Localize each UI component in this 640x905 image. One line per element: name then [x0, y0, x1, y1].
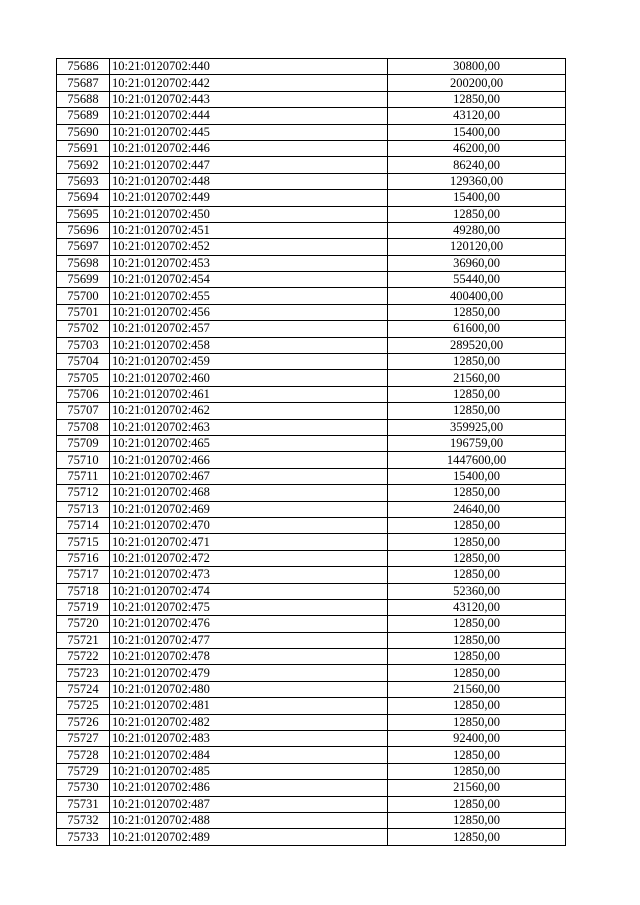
row-number-cell: 75708 [57, 419, 110, 435]
row-number-cell: 75723 [57, 665, 110, 681]
row-number-cell: 75704 [57, 354, 110, 370]
row-number-cell: 75696 [57, 222, 110, 238]
amount-cell: 200200,00 [388, 75, 566, 91]
table-row [57, 173, 566, 189]
amount-cell: 12850,00 [388, 534, 566, 550]
table-row [57, 698, 566, 714]
amount-cell: 12850,00 [388, 763, 566, 779]
row-number-cell: 75717 [57, 567, 110, 583]
row-number-cell: 75719 [57, 599, 110, 615]
cadastral-number-cell: 10:21:0120702:445 [110, 124, 388, 140]
row-number-cell: 75705 [57, 370, 110, 386]
cadastral-number-cell: 10:21:0120702:451 [110, 222, 388, 238]
amount-cell: 55440,00 [388, 272, 566, 288]
row-number-cell: 75700 [57, 288, 110, 304]
row-number-cell: 75729 [57, 763, 110, 779]
cadastral-number-cell: 10:21:0120702:456 [110, 304, 388, 320]
table-row [57, 501, 566, 517]
table-row [57, 75, 566, 91]
cadastral-number-cell: 10:21:0120702:455 [110, 288, 388, 304]
cadastral-number-cell: 10:21:0120702:474 [110, 583, 388, 599]
row-number-cell: 75706 [57, 386, 110, 402]
amount-cell: 36960,00 [388, 255, 566, 271]
cadastral-number-cell: 10:21:0120702:466 [110, 452, 388, 468]
row-number-cell: 75701 [57, 304, 110, 320]
table-row [57, 304, 566, 320]
row-number-cell: 75710 [57, 452, 110, 468]
amount-cell: 120120,00 [388, 239, 566, 255]
row-number-cell: 75695 [57, 206, 110, 222]
amount-cell: 12850,00 [388, 403, 566, 419]
table-row [57, 435, 566, 451]
cadastral-number-cell: 10:21:0120702:454 [110, 272, 388, 288]
cadastral-number-cell: 10:21:0120702:486 [110, 780, 388, 796]
cadastral-number-cell: 10:21:0120702:479 [110, 665, 388, 681]
row-number-cell: 75713 [57, 501, 110, 517]
row-number-cell: 75709 [57, 435, 110, 451]
row-number-cell: 75712 [57, 485, 110, 501]
row-number-cell: 75718 [57, 583, 110, 599]
table-row [57, 386, 566, 402]
table-row [57, 681, 566, 697]
amount-cell: 12850,00 [388, 386, 566, 402]
cadastral-number-cell: 10:21:0120702:471 [110, 534, 388, 550]
row-number-cell: 75698 [57, 255, 110, 271]
cadastral-number-cell: 10:21:0120702:469 [110, 501, 388, 517]
amount-cell: 12850,00 [388, 829, 566, 845]
row-number-cell: 75730 [57, 780, 110, 796]
amount-cell: 30800,00 [388, 59, 566, 75]
table-row [57, 517, 566, 533]
amount-cell: 43120,00 [388, 599, 566, 615]
cadastral-number-cell: 10:21:0120702:462 [110, 403, 388, 419]
cadastral-number-cell: 10:21:0120702:487 [110, 796, 388, 812]
amount-cell: 43120,00 [388, 108, 566, 124]
amount-cell: 12850,00 [388, 567, 566, 583]
cadastral-number-cell: 10:21:0120702:489 [110, 829, 388, 845]
table-row [57, 468, 566, 484]
row-number-cell: 75728 [57, 747, 110, 763]
row-number-cell: 75727 [57, 731, 110, 747]
row-number-cell: 75726 [57, 714, 110, 730]
amount-cell: 12850,00 [388, 485, 566, 501]
table-row [57, 272, 566, 288]
table-row [57, 812, 566, 828]
row-number-cell: 75724 [57, 681, 110, 697]
table-row [57, 321, 566, 337]
table-row [57, 419, 566, 435]
row-number-cell: 75731 [57, 796, 110, 812]
amount-cell: 15400,00 [388, 468, 566, 484]
amount-cell: 400400,00 [388, 288, 566, 304]
cadastral-number-cell: 10:21:0120702:440 [110, 59, 388, 75]
row-number-cell: 75687 [57, 75, 110, 91]
cadastral-number-cell: 10:21:0120702:478 [110, 649, 388, 665]
amount-cell: 49280,00 [388, 222, 566, 238]
table-row [57, 649, 566, 665]
amount-cell: 21560,00 [388, 780, 566, 796]
row-number-cell: 75721 [57, 632, 110, 648]
row-number-cell: 75699 [57, 272, 110, 288]
table-row [57, 485, 566, 501]
amount-cell: 289520,00 [388, 337, 566, 353]
table-row [57, 665, 566, 681]
cadastral-number-cell: 10:21:0120702:449 [110, 190, 388, 206]
cadastral-number-cell: 10:21:0120702:473 [110, 567, 388, 583]
cadastral-number-cell: 10:21:0120702:463 [110, 419, 388, 435]
amount-cell: 196759,00 [388, 435, 566, 451]
cadastral-number-cell: 10:21:0120702:468 [110, 485, 388, 501]
cadastral-number-cell: 10:21:0120702:444 [110, 108, 388, 124]
amount-cell: 86240,00 [388, 157, 566, 173]
row-number-cell: 75689 [57, 108, 110, 124]
cadastral-number-cell: 10:21:0120702:448 [110, 173, 388, 189]
table-row [57, 91, 566, 107]
cadastral-number-cell: 10:21:0120702:467 [110, 468, 388, 484]
row-number-cell: 75711 [57, 468, 110, 484]
amount-cell: 12850,00 [388, 354, 566, 370]
amount-cell: 12850,00 [388, 616, 566, 632]
table-row [57, 763, 566, 779]
cadastral-number-cell: 10:21:0120702:458 [110, 337, 388, 353]
table-row [57, 59, 566, 75]
table-row [57, 550, 566, 566]
table-row [57, 337, 566, 353]
row-number-cell: 75686 [57, 59, 110, 75]
amount-cell: 12850,00 [388, 91, 566, 107]
table-row [57, 239, 566, 255]
cadastral-number-cell: 10:21:0120702:476 [110, 616, 388, 632]
amount-cell: 21560,00 [388, 370, 566, 386]
cadastral-number-cell: 10:21:0120702:481 [110, 698, 388, 714]
amount-cell: 61600,00 [388, 321, 566, 337]
cadastral-number-cell: 10:21:0120702:457 [110, 321, 388, 337]
table-row [57, 616, 566, 632]
table-row [57, 452, 566, 468]
cadastral-number-cell: 10:21:0120702:475 [110, 599, 388, 615]
table-row [57, 796, 566, 812]
table-row [57, 403, 566, 419]
row-number-cell: 75697 [57, 239, 110, 255]
table-row [57, 255, 566, 271]
cadastral-number-cell: 10:21:0120702:452 [110, 239, 388, 255]
cadastral-number-cell: 10:21:0120702:460 [110, 370, 388, 386]
table-row [57, 206, 566, 222]
row-number-cell: 75707 [57, 403, 110, 419]
table-row [57, 829, 566, 845]
table-row [57, 747, 566, 763]
amount-cell: 52360,00 [388, 583, 566, 599]
amount-cell: 12850,00 [388, 517, 566, 533]
cadastral-number-cell: 10:21:0120702:450 [110, 206, 388, 222]
amount-cell: 12850,00 [388, 665, 566, 681]
amount-cell: 12850,00 [388, 304, 566, 320]
cadastral-number-cell: 10:21:0120702:470 [110, 517, 388, 533]
table-row [57, 140, 566, 156]
table-row [57, 534, 566, 550]
row-number-cell: 75720 [57, 616, 110, 632]
table-row [57, 583, 566, 599]
cadastral-number-cell: 10:21:0120702:461 [110, 386, 388, 402]
table-body [57, 59, 566, 846]
row-number-cell: 75692 [57, 157, 110, 173]
amount-cell: 12850,00 [388, 550, 566, 566]
row-number-cell: 75732 [57, 812, 110, 828]
table-row [57, 780, 566, 796]
row-number-cell: 75715 [57, 534, 110, 550]
row-number-cell: 75702 [57, 321, 110, 337]
amount-cell: 21560,00 [388, 681, 566, 697]
cadastral-number-cell: 10:21:0120702:447 [110, 157, 388, 173]
row-number-cell: 75690 [57, 124, 110, 140]
cadastral-number-cell: 10:21:0120702:482 [110, 714, 388, 730]
row-number-cell: 75716 [57, 550, 110, 566]
cadastral-number-cell: 10:21:0120702:442 [110, 75, 388, 91]
table-row [57, 124, 566, 140]
amount-cell: 15400,00 [388, 190, 566, 206]
amount-cell: 12850,00 [388, 206, 566, 222]
cadastral-number-cell: 10:21:0120702:465 [110, 435, 388, 451]
cadastral-number-cell: 10:21:0120702:443 [110, 91, 388, 107]
amount-cell: 46200,00 [388, 140, 566, 156]
cadastral-number-cell: 10:21:0120702:484 [110, 747, 388, 763]
row-number-cell: 75691 [57, 140, 110, 156]
amount-cell: 12850,00 [388, 714, 566, 730]
table-row [57, 714, 566, 730]
cadastral-number-cell: 10:21:0120702:472 [110, 550, 388, 566]
table-row [57, 731, 566, 747]
amount-cell: 129360,00 [388, 173, 566, 189]
amount-cell: 15400,00 [388, 124, 566, 140]
amount-cell: 12850,00 [388, 632, 566, 648]
amount-cell: 1447600,00 [388, 452, 566, 468]
table-row [57, 157, 566, 173]
table-row [57, 354, 566, 370]
table-row [57, 108, 566, 124]
table-row [57, 599, 566, 615]
cadastral-number-cell: 10:21:0120702:459 [110, 354, 388, 370]
data-table [56, 58, 566, 846]
cadastral-number-cell: 10:21:0120702:477 [110, 632, 388, 648]
cadastral-number-cell: 10:21:0120702:453 [110, 255, 388, 271]
row-number-cell: 75693 [57, 173, 110, 189]
cadastral-number-cell: 10:21:0120702:488 [110, 812, 388, 828]
row-number-cell: 75714 [57, 517, 110, 533]
table-row [57, 222, 566, 238]
cadastral-number-cell: 10:21:0120702:480 [110, 681, 388, 697]
table-row [57, 288, 566, 304]
row-number-cell: 75733 [57, 829, 110, 845]
table-row [57, 567, 566, 583]
amount-cell: 359925,00 [388, 419, 566, 435]
amount-cell: 12850,00 [388, 698, 566, 714]
row-number-cell: 75725 [57, 698, 110, 714]
cadastral-number-cell: 10:21:0120702:483 [110, 731, 388, 747]
row-number-cell: 75694 [57, 190, 110, 206]
table-row [57, 370, 566, 386]
table-row [57, 632, 566, 648]
amount-cell: 24640,00 [388, 501, 566, 517]
table-row [57, 190, 566, 206]
amount-cell: 12850,00 [388, 812, 566, 828]
row-number-cell: 75688 [57, 91, 110, 107]
row-number-cell: 75722 [57, 649, 110, 665]
amount-cell: 12850,00 [388, 796, 566, 812]
cadastral-number-cell: 10:21:0120702:446 [110, 140, 388, 156]
amount-cell: 92400,00 [388, 731, 566, 747]
row-number-cell: 75703 [57, 337, 110, 353]
cadastral-number-cell: 10:21:0120702:485 [110, 763, 388, 779]
amount-cell: 12850,00 [388, 649, 566, 665]
amount-cell: 12850,00 [388, 747, 566, 763]
